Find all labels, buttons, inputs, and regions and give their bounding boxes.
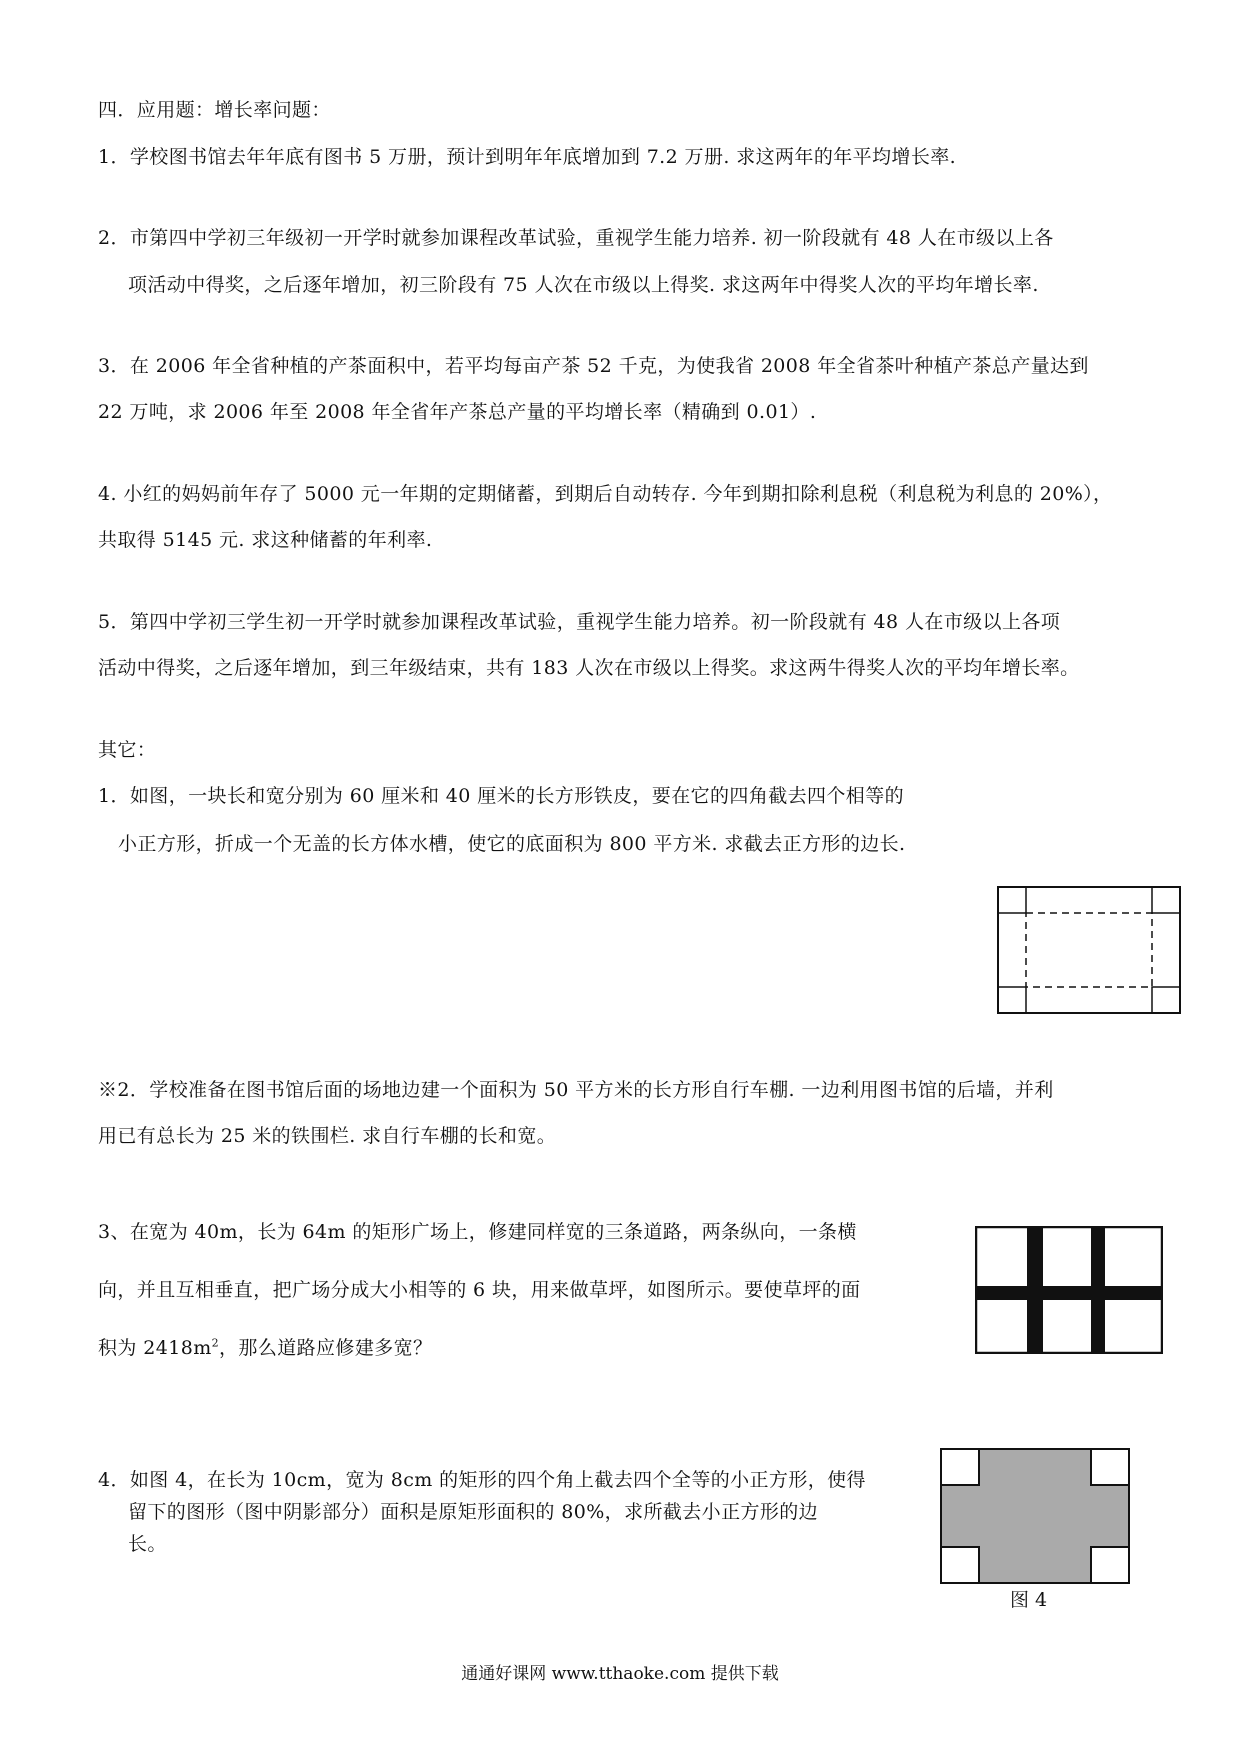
growth-question-5-line-2: 活动中得奖，之后逐年增加，到三年级结束，共有 183 人次在市级以上得奖。求这两牛得奖人次的平均年增长率。 <box>98 657 1080 679</box>
section-heading-growth: 四．应用题：增长率问题： <box>98 99 331 121</box>
growth-question-3-line-2: 22 万吨，求 2006 年至 2008 年全省年产茶总产量的平均增长率（精确到 0.01）. <box>98 401 817 423</box>
growth-question-1: 1．学校图书馆去年年底有图书 5 万册，预计到明年年底增加到 7.2 万册. 求这两年的年平均增长率. <box>98 146 957 168</box>
section-heading-other: 其它： <box>98 739 157 761</box>
other-question-3-line-1: 3、在宽为 40m，长为 64m 的矩形广场上，修建同样宽的三条道路，两条纵向，一条横 <box>98 1221 857 1243</box>
figure-4-shaded-rectangle <box>940 1448 1130 1584</box>
area-exponent: 2 <box>211 1336 220 1350</box>
other-question-1-line-1: 1．如图，一块长和宽分别为 60 厘米和 40 厘米的长方形铁皮，要在它的四角截去四个相等的 <box>98 785 905 807</box>
other-question-4-line-2: 留下的图形（图中阴影部分）面积是原矩形面积的 80%，求所截去小正方形的边 <box>128 1501 819 1523</box>
figure-sheet-with-corner-cuts <box>997 886 1181 1014</box>
growth-question-5-line-1: 5．第四中学初三学生初一开学时就参加课程改革试验，重视学生能力培养。初一阶段就有 48 人在市级以上各项 <box>98 611 1061 633</box>
figure-4-caption: 图 4 <box>1010 1589 1048 1611</box>
other-question-4-line-3: 长。 <box>128 1533 167 1555</box>
other-question-3-line-3 <box>98 1334 432 1362</box>
growth-question-2-line-2: 项活动中得奖，之后逐年增加，初三阶段有 75 人次在市级以上得奖. 求这两年中得奖人次的平均年增长率. <box>128 274 1039 296</box>
growth-question-3-line-1: 3．在 2006 年全省种植的产茶面积中，若平均每亩产茶 52 千克，为使我省 2008 年全省茶叶种植产茶总产量达到 <box>98 355 1089 377</box>
other-question-1-line-2: 小正方形，折成一个无盖的长方体水槽，使它的底面积为 800 平方米. 求截去正方形的边长. <box>118 833 906 855</box>
growth-question-2-line-1: 2．市第四中学初三年级初一开学时就参加课程改革试验，重视学生能力培养. 初一阶段就有 48 人在市级以上各 <box>98 227 1054 249</box>
question-tail: ，那么道路应修建多宽？ <box>219 1337 433 1359</box>
other-question-4-line-1: 4．如图 4，在长为 10cm，宽为 8cm 的矩形的四个角上截去四个全等的小正方形，使得 <box>98 1469 866 1491</box>
other-question-3-line-2: 向，并且互相垂直，把广场分成大小相等的 6 块，用来做草坪，如图所示。要使草坪的面 <box>98 1279 861 1301</box>
growth-question-4-line-2: 共取得 5145 元. 求这种储蓄的年利率. <box>98 529 433 551</box>
other-question-2-line-1: ※2．学校准备在图书馆后面的场地边建一个面积为 50 平方米的长方形自行车棚. 一边利用图书馆的后墙，并利 <box>98 1079 1054 1101</box>
area-value: 积为 2418m <box>98 1337 212 1359</box>
growth-question-4-line-1: 4. 小红的妈妈前年存了 5000 元一年期的定期储蓄，到期后自动转存. 今年到期扣除利息税（利息税为利息的 20%）， <box>98 483 1113 505</box>
figure-square-with-roads <box>975 1226 1163 1354</box>
page-footer: 通通好课网 www.tthaoke.com 提供下载 <box>461 1664 779 1684</box>
other-question-2-line-2: 用已有总长为 25 米的铁围栏. 求自行车棚的长和宽。 <box>98 1125 557 1147</box>
